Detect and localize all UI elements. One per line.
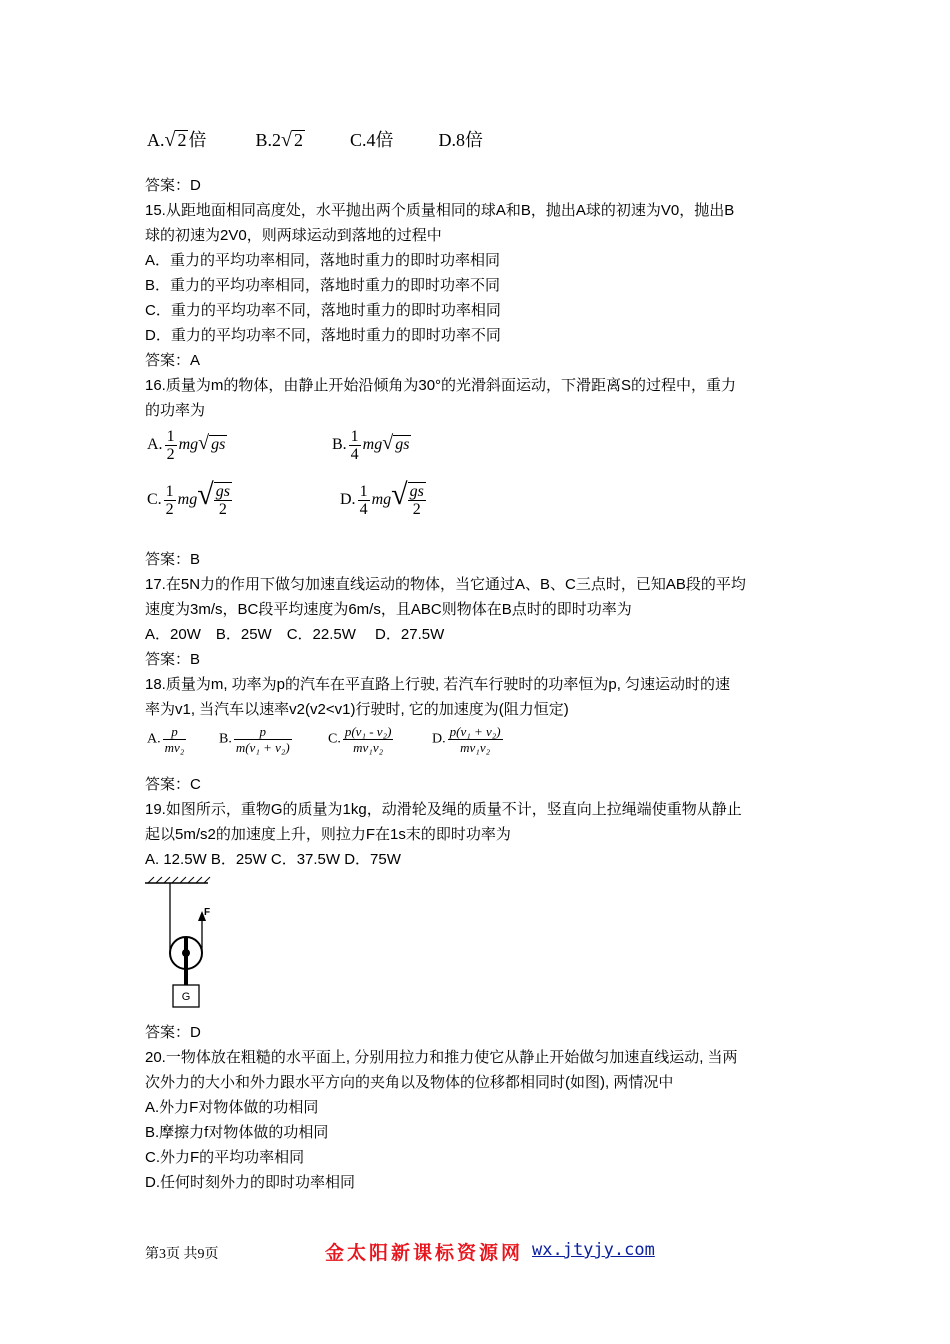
q19-options: A. 12.5W B．25W C．37.5W D．75W xyxy=(145,851,401,868)
q17-options: A．20W B．25W C．22.5W D．27.5W xyxy=(145,626,445,643)
footer-url-link[interactable]: wx.jtyjy.com xyxy=(532,1240,655,1260)
footer-brand: 金太阳新课标资源网 xyxy=(325,1242,524,1264)
q16-option-d: D. $\frac{1}{4}$ mg√ $\frac{gs}{2}$ xyxy=(340,478,424,519)
q17-stem-line1: 17.在5N力的作用下做匀加速直线运动的物体，当它通过A、B、C三点时，已知AB段的平均 xyxy=(145,576,746,593)
q18-stem-line2: 率为v1, 当汽车以速率v2(v2<v1)行驶时, 它的加速度为(阻力恒定) xyxy=(145,701,569,718)
q20-option-b: B.摩擦力f对物体做的功相同 xyxy=(145,1124,329,1141)
q16-option-a: A. $\frac{1}{2}$ mg√ gs xyxy=(147,428,226,463)
q16-stem-line1: 16.质量为m的物体，由静止开始沿倾角为30°的光滑斜面运动，下滑距离S的过程中，重力 xyxy=(145,377,737,394)
q14-option-a: A.√ 2 倍 xyxy=(147,129,207,151)
q20-stem-line1: 20.一物体放在粗糙的水平面上, 分别用拉力和推力使它从静止开始做匀加速直线运动, 当两 xyxy=(145,1049,738,1066)
q14-option-d: D.8倍 xyxy=(438,130,483,150)
q20-stem-line2: 次外力的大小和外力跟水平方向的夹角以及物体的位移都相同时(如图), 两情况中 xyxy=(145,1074,674,1091)
q19-answer: 答案：D xyxy=(145,1024,201,1041)
q18-option-b: B. $\frac{p}{\text{m(v₁ + v₂)}}$ xyxy=(219,724,290,755)
q20-option-c: C.外力F的平均功率相同 xyxy=(145,1149,305,1166)
q18-option-c: C. $\frac{\text{p(v₁ - v₂)}}{\text{mv₁v₂}}$ xyxy=(328,724,392,755)
q15-stem-line2: 球的初速为2V0，则两球运动到落地的过程中 xyxy=(145,227,442,244)
q16-stem-line2: 的功率为 xyxy=(145,402,206,419)
ceiling-hatch xyxy=(148,877,210,883)
q15-answer: 答案：A xyxy=(145,352,201,369)
q20-option-d: D.任何时刻外力的即时功率相同 xyxy=(145,1174,356,1191)
q15-option-c: C．重力的平均功率不同，落地时重力的即时功率相同 xyxy=(145,302,501,319)
q15-option-a: A．重力的平均功率相同，落地时重力的即时功率相同 xyxy=(145,252,501,269)
q20-option-a: A.外力F对物体做的功相同 xyxy=(145,1099,319,1116)
q18-option-a: A. $\frac{p}{\text{mv₂}}$ xyxy=(147,724,185,755)
q19-stem-line1: 19.如图所示，重物G的质量为1kg，动滑轮及绳的质量不计，竖直向上拉绳端使重物从静止 xyxy=(145,801,742,818)
q17-stem-line2: 速度为3m/s，BC段平均速度为6m/s，且ABC则物体在B点时的即时功率为 xyxy=(145,601,632,618)
q16-option-b: B. $\frac{1}{4}$ mg√ gs xyxy=(332,428,410,463)
q14-answer: 答案：D xyxy=(145,177,201,194)
q18-stem-line1: 18.质量为m, 功率为p的汽车在平直路上行驶, 若汽车行驶时的功率恒为p, 匀速运动时的速 xyxy=(145,676,731,693)
q16-answer: 答案：B xyxy=(145,551,201,568)
q14-option-b: B.2√ 2 xyxy=(255,129,303,151)
q17-answer: 答案：B xyxy=(145,651,201,668)
q18-answer: 答案：C xyxy=(145,776,201,793)
q16-option-c: C. $\frac{1}{2}$ mg√ $\frac{gs}{2}$ xyxy=(147,478,230,519)
pulley-diagram xyxy=(140,873,230,1013)
page-number: 第3页 共9页 xyxy=(145,1247,219,1262)
q14-option-c: C.4倍 xyxy=(349,130,394,150)
q19-stem-line2: 起以5m/s2的加速度上升，则拉力F在1s末的即时功率为 xyxy=(145,826,511,843)
q14-options xyxy=(147,126,483,152)
q15-stem-line1: 15.从距地面相同高度处，水平抛出两个质量相同的球A和B，抛出A球的初速为V0，抛出B xyxy=(145,202,735,219)
pulley-hanger xyxy=(184,937,188,985)
q15-option-b: B．重力的平均功率相同，落地时重力的即时功率不同 xyxy=(145,277,501,294)
q18-option-d: D. $\frac{\text{p(v₁ + v₂)}}{\text{mv₁v₂}}$ xyxy=(432,724,501,755)
q15-option-d: D．重力的平均功率不同，落地时重力的即时功率不同 xyxy=(145,327,501,344)
weight-label: G xyxy=(181,991,191,1003)
force-label: F xyxy=(204,907,211,918)
